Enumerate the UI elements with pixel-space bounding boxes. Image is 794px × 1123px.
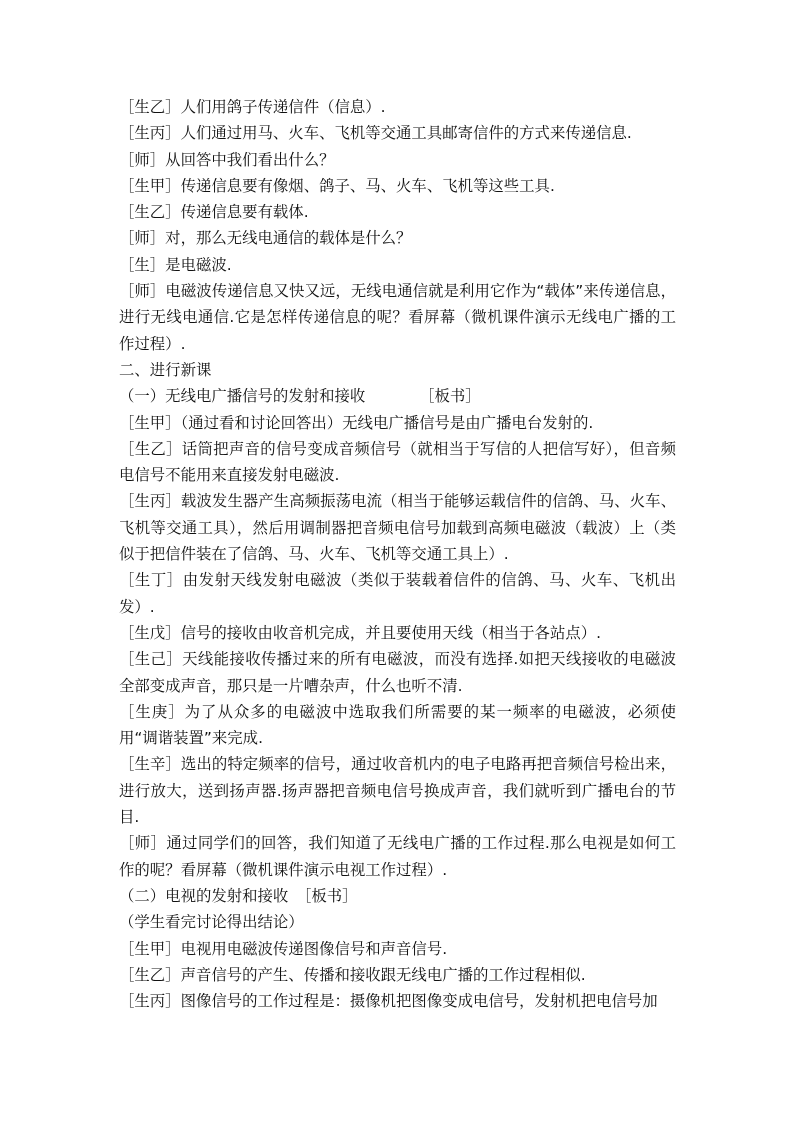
paragraph: ［师］从回答中我们看出什么？: [119, 150, 335, 169]
section-heading: 二、进行新课: [119, 360, 212, 379]
document-body: [119, 94, 676, 1014]
paragraph: ［生］是电磁波.: [119, 255, 232, 274]
paragraph: ［师］对，那么无线电通信的载体是什么？: [119, 229, 412, 248]
paragraph: ［生丙］人们通过用马、火车、飞机等交通工具邮寄信件的方式来传递信息.: [119, 124, 632, 143]
subsection-heading: （一）无线电广播信号的发射和接收 ［板书］: [119, 387, 481, 406]
paragraph: ［生甲］电视用电磁波传递图像信号和声音信号.: [119, 939, 448, 958]
paragraph: ［生乙］声音信号的产生、传播和接收跟无线电广播的工作过程相似.: [119, 965, 586, 984]
paragraph: ［生丙］图像信号的工作过程是：摄像机把图像变成电信号，发射机把电信号加: [119, 992, 658, 1011]
paragraph: ［师］通过同学们的回答，我们知道了无线电广播的工作过程.那么电视是如何工作的呢？看屏幕（微机课件演示电视工作过程）.: [119, 834, 676, 879]
subsection-heading: （二）电视的发射和接收 ［板书］: [119, 886, 358, 905]
paragraph: ［生甲］（通过看和讨论回答出）无线电广播信号是由广播电台发射的.: [119, 413, 594, 432]
paragraph: ［生乙］人们用鸽子传递信件（信息）.: [119, 98, 386, 116]
paragraph: ［师］电磁波传递信息又快又远，无线电通信就是利用它作为“载体”来传递信息，进行无线电通信.它是怎样传递信息的呢？看屏幕（微机课件演示无线电广播的工作过程）.: [119, 282, 676, 353]
paragraph: ［生辛］选出的特定频率的信号，通过收音机内的电子电路再把音频信号检出来，进行放大，送到扬声器.扬声器把音频电信号换成声音，我们就听到广播电台的节目.: [119, 755, 676, 827]
paragraph: ［生乙］话筒把声音的信号变成音频信号（就相当于写信的人把信写好），但音频电信号不能用来直接发射电磁波.: [119, 439, 676, 485]
paragraph: ［生乙］传递信息要有载体.: [119, 203, 309, 222]
paragraph: ［生己］天线能接收传播过来的所有电磁波，而没有选择.如把天线接收的电磁波全部变成声音，那只是一片嘈杂声，什么也听不清.: [119, 650, 676, 695]
paragraph: ［生丙］载波发生器产生高频振荡电流（相当于能够运载信件的信鸽、马、火车、飞机等交通工具），然后用调制器把音频电信号加载到高频电磁波（载波）上（类似于把信件装在了信鸽、马、火车、飞机等交通工具上）.: [119, 492, 676, 564]
paragraph: ［生丁］由发射天线发射电磁波（类似于装载着信件的信鸽、马、火车、飞机出发）.: [119, 571, 676, 616]
paragraph: ［生庚］为了从众多的电磁波中选取我们所需要的某一频率的电磁波，必须使用“调谐装置”来完成.: [119, 702, 676, 748]
paragraph: ［生戊］信号的接收由收音机完成，并且要使用天线（相当于各站点）.: [119, 623, 602, 642]
paragraph: （学生看完讨论得出结论）: [119, 913, 304, 932]
paragraph: ［生甲］传递信息要有像烟、鸽子、马、火车、飞机等这些工具.: [119, 176, 555, 195]
